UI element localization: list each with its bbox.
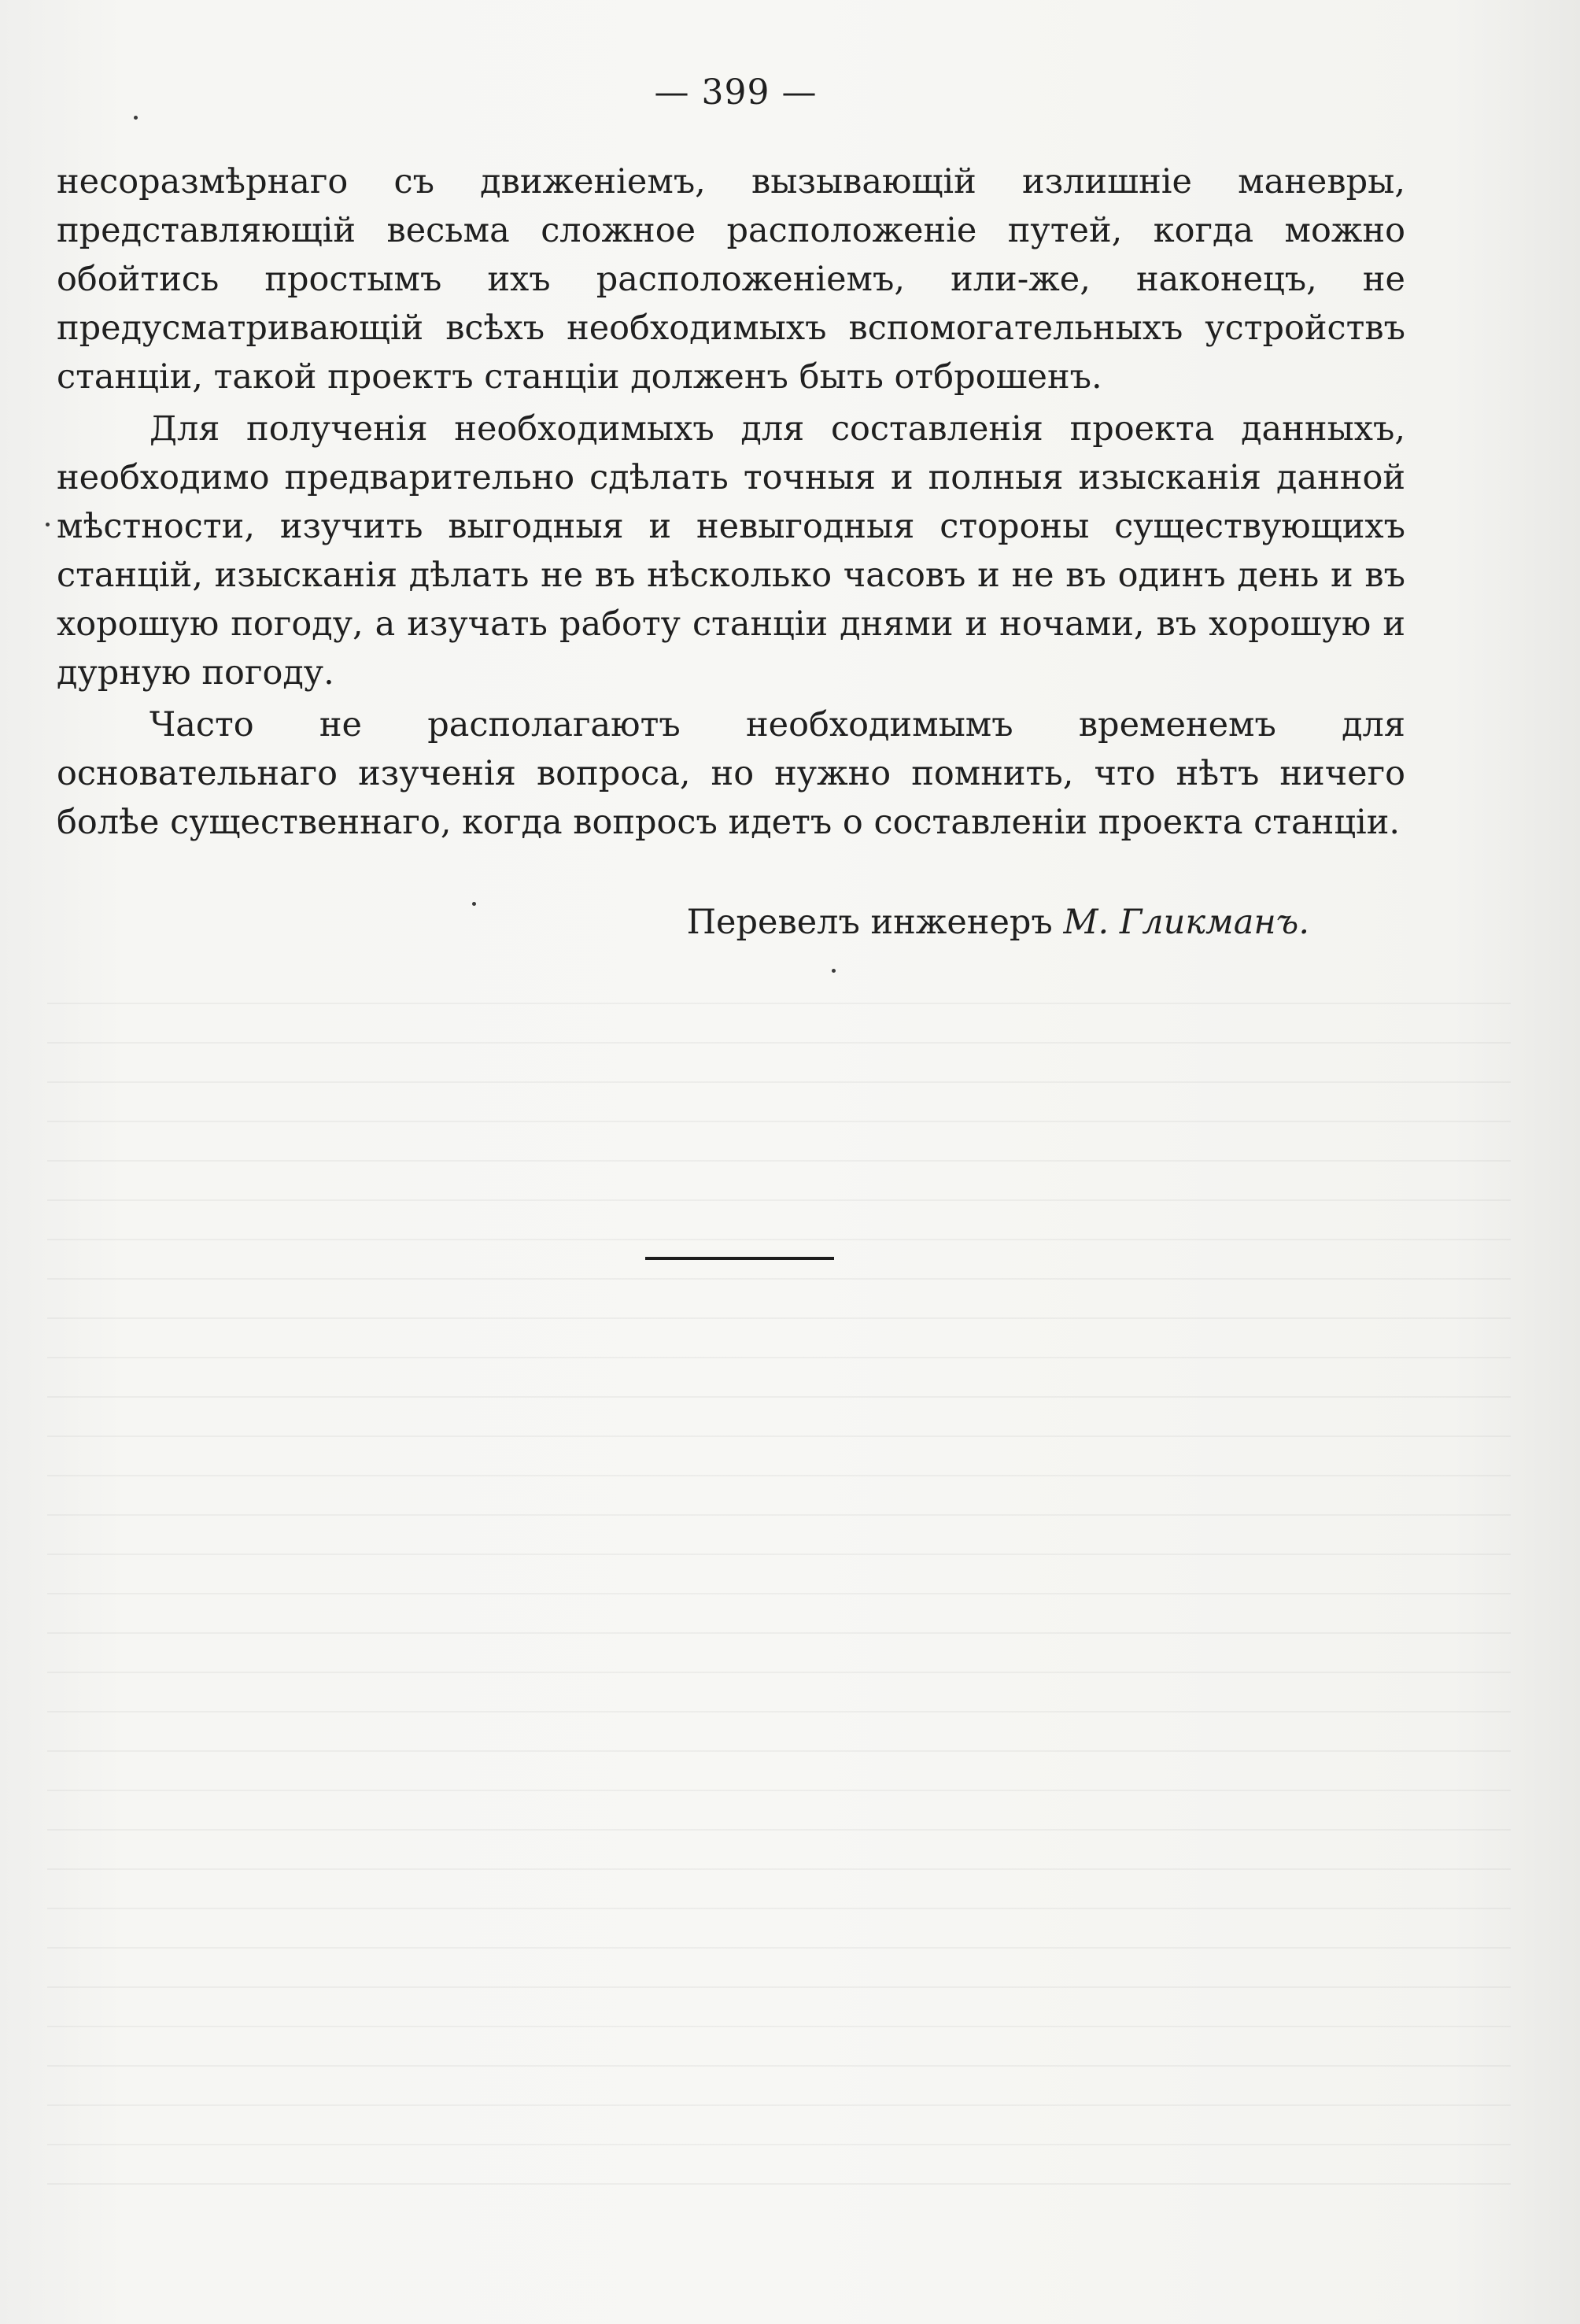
- paragraph-continuation: несоразмѣрнаго съ движеніемъ, вызывающій излишніе маневры, представляющій весьма сложное расположеніе путей, когда можно обойтись простымъ ихъ расположеніемъ, или-же, наконецъ, не предусматривающій всѣхъ необходимыхъ вспомогательныхъ устройствъ станціи, такой проектъ станціи долженъ быть отброшенъ.: [57, 162, 1405, 397]
- paper-speck: [134, 116, 138, 120]
- show-through-text-background: [47, 976, 1511, 2188]
- paper-speck: [832, 969, 836, 973]
- paper-speck: [46, 523, 50, 527]
- translator-signature: [0, 903, 1309, 942]
- paragraph-survey-data: Для полученія необходимыхъ для составленія проекта данныхъ, необходимо предварительно сдѣлать точныя и полныя изысканія данной мѣстности, изучить выгодныя и невыгодныя стороны существующихъ станцій, изысканія дѣлать не въ нѣсколько часовъ и не въ одинъ день и въ хорошую погоду, а изучать работу станціи днями и ночами, въ хорошую и дурную погоду.: [57, 409, 1405, 693]
- paragraph-study-time: Часто не располагаютъ необходимымъ временемъ для основательнаго изученія вопроса, но нужно помнить, что нѣтъ ничего болѣе существеннаго, когда вопросъ идетъ о составленіи проекта станціи.: [57, 705, 1405, 842]
- page-number: — 399 —: [654, 72, 818, 113]
- document-body: [57, 157, 1405, 850]
- translator-name: М. Гликманъ.: [1063, 903, 1309, 942]
- paper-speck: [472, 902, 476, 906]
- signature-prefix: Перевелъ инженеръ: [686, 903, 1064, 942]
- section-divider-rule: [645, 1257, 834, 1260]
